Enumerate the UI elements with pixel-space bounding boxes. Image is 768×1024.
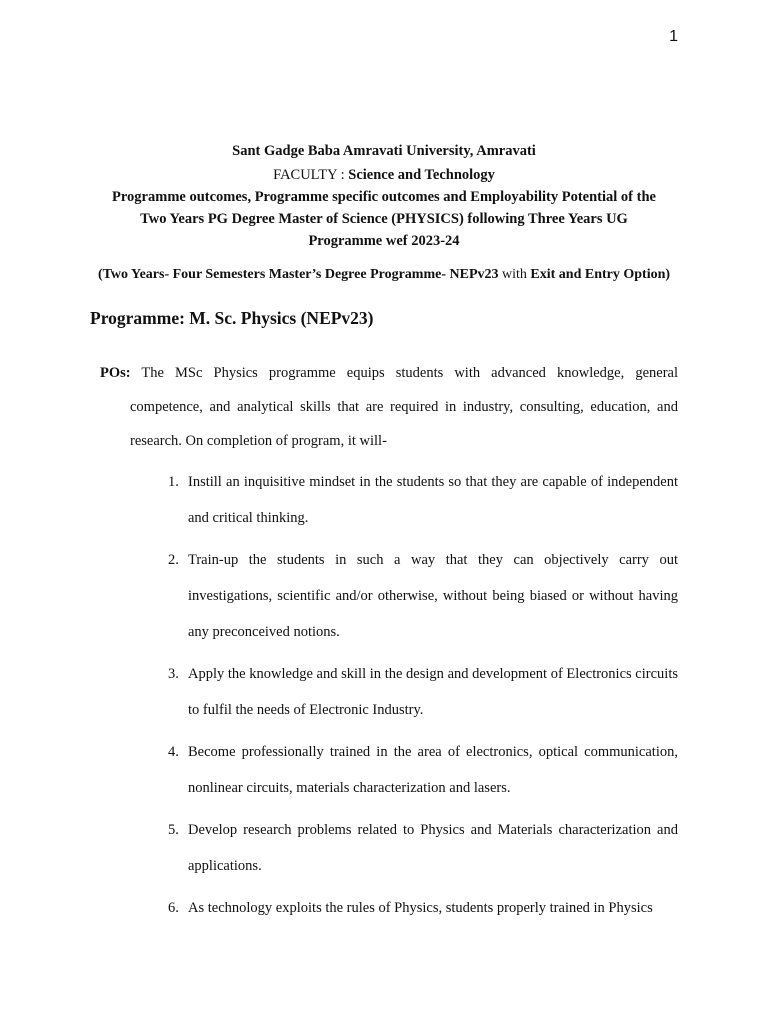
programme-note: [90, 264, 678, 286]
pos-intro-text: The MSc Physics programme equips students with advanced knowledge, general competence, and analytical skills that are required in industry, consulting, education, and research. On completion of program, it will-: [130, 365, 678, 449]
faculty-value: Science and Technology: [348, 167, 495, 183]
list-item-number: 5.: [168, 822, 179, 838]
page-number: 1: [669, 28, 678, 45]
programme-title: Programme: M. Sc. Physics (NEPv23): [90, 308, 374, 328]
list-item-text: Develop research problems related to Physics and Materials characterization and applications.: [188, 822, 678, 874]
list-item-text: Train-up the students in such a way that they can objectively carry out investigations, scientific and/or otherwise, without being biased or without having any preconceived notions.: [188, 552, 678, 640]
pos-section: [100, 356, 678, 458]
list-item: [160, 890, 678, 926]
list-item-text: Become professionally trained in the area of electronics, optical communication, nonlinear circuits, materials characterization and lasers.: [188, 744, 678, 796]
list-item-number: 2.: [168, 552, 179, 568]
faculty-line: [90, 164, 678, 186]
list-item: [160, 812, 678, 884]
list-item: [160, 734, 678, 806]
list-item: [160, 464, 678, 536]
list-item-text: Apply the knowledge and skill in the design and development of Electronics circuits to fulfil the needs of Electronic Industry.: [188, 666, 678, 718]
list-item-text: Instill an inquisitive mindset in the students so that they are capable of independent and critical thinking.: [188, 474, 678, 526]
list-item-number: 3.: [168, 666, 179, 682]
list-item-number: 4.: [168, 744, 179, 760]
pos-label: POs:: [100, 365, 131, 381]
note-part-2: with: [502, 267, 527, 282]
university-name: Sant Gadge Baba Amravati University, Amravati: [232, 143, 536, 159]
list-item-number: 1.: [168, 474, 179, 490]
faculty-label: FACULTY :: [273, 167, 349, 183]
list-item-number: 6.: [168, 900, 179, 916]
note-part-3: Exit and Entry Option): [526, 267, 671, 282]
document-title-line-3: Programme wef 2023-24: [308, 233, 460, 249]
list-item: [160, 542, 678, 650]
document-title-line-2: Two Years PG Degree Master of Science (PHYSICS) following Three Years UG: [140, 211, 628, 227]
list-item: [160, 656, 678, 728]
pos-intro: [100, 356, 678, 458]
document-title-line-1: Programme outcomes, Programme specific outcomes and Employability Potential of the: [112, 189, 656, 205]
note-part-1: (Two Years- Four Semesters Master’s Degree Programme- NEPv23: [97, 267, 502, 282]
list-item-text: As technology exploits the rules of Physics, students properly trained in Physics: [188, 900, 653, 916]
outcomes-list: [160, 464, 678, 932]
document-header: [90, 140, 678, 286]
